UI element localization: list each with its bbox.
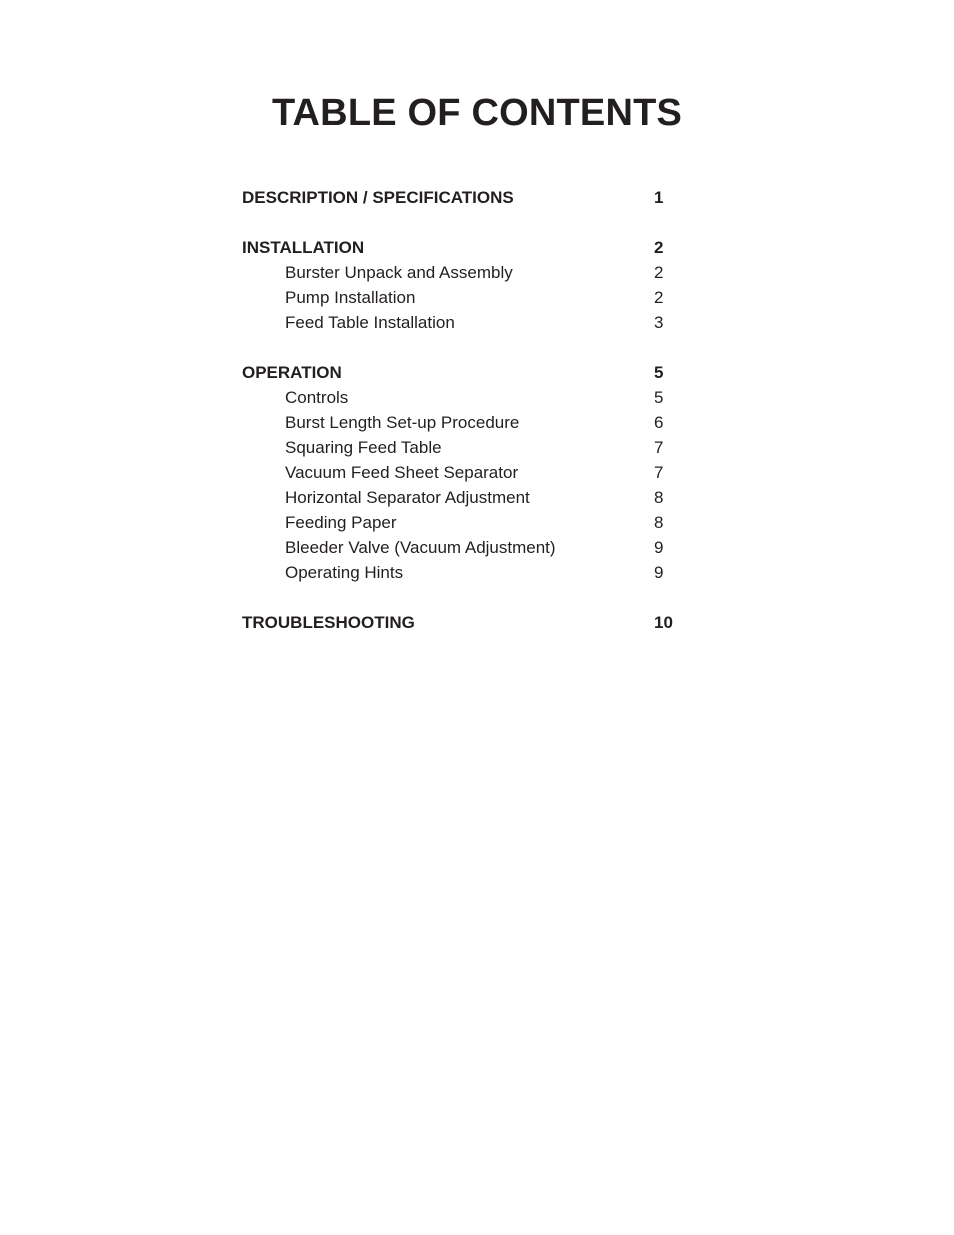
toc-entry-label: Bleeder Valve (Vacuum Adjustment) — [285, 538, 556, 557]
toc-entry-label: Burst Length Set-up Procedure — [285, 413, 520, 432]
toc-heading-row — [242, 185, 702, 210]
toc-heading-label: OPERATION — [242, 363, 342, 382]
toc-entry-label: Feeding Paper — [285, 513, 397, 532]
toc-entry-row — [242, 485, 702, 510]
toc-heading-page-number: 2 — [654, 238, 664, 257]
toc-entry-page-number: 8 — [654, 488, 664, 507]
toc-entry-label: Squaring Feed Table — [285, 438, 442, 457]
toc-entry-label: Horizontal Separator Adjustment — [285, 488, 530, 507]
toc-heading-page-number: 10 — [654, 613, 673, 632]
toc-entry-row — [242, 310, 702, 335]
table-of-contents — [242, 185, 702, 660]
toc-entry-row — [242, 510, 702, 535]
toc-heading-row — [242, 235, 702, 260]
toc-heading-label: DESCRIPTION / SPECIFICATIONS — [242, 188, 514, 207]
toc-section-operation — [242, 360, 702, 585]
toc-entry-page-number: 2 — [654, 288, 664, 307]
toc-heading-label: INSTALLATION — [242, 238, 365, 257]
toc-entry-page-number: 2 — [654, 263, 664, 282]
toc-entry-page-number: 7 — [654, 463, 664, 482]
toc-entry-row — [242, 385, 702, 410]
toc-entry-label: Pump Installation — [285, 288, 416, 307]
toc-entry-page-number: 9 — [654, 538, 664, 557]
toc-entry-label: Vacuum Feed Sheet Separator — [285, 463, 519, 482]
page-title: TABLE OF CONTENTS — [271, 92, 683, 134]
toc-section-description — [242, 185, 702, 210]
toc-heading-row — [242, 360, 702, 385]
toc-entry-row — [242, 410, 702, 435]
toc-entry-page-number: 6 — [654, 413, 664, 432]
toc-entry-row — [242, 460, 702, 485]
toc-section-troubleshooting — [242, 610, 702, 635]
toc-entry-page-number: 8 — [654, 513, 664, 532]
toc-entry-page-number: 5 — [654, 388, 664, 407]
toc-entry-row — [242, 260, 702, 285]
toc-entry-page-number: 3 — [654, 313, 664, 332]
toc-entry-row — [242, 285, 702, 310]
toc-heading-label: TROUBLESHOOTING — [242, 613, 415, 632]
toc-entry-row — [242, 560, 702, 585]
toc-heading-page-number: 5 — [654, 363, 664, 382]
toc-section-installation — [242, 235, 702, 335]
toc-entry-label: Controls — [285, 388, 349, 407]
toc-entry-label: Burster Unpack and Assembly — [285, 263, 513, 282]
toc-entry-page-number: 7 — [654, 438, 664, 457]
toc-entry-page-number: 9 — [654, 563, 664, 582]
toc-entry-row — [242, 435, 702, 460]
toc-entry-label: Feed Table Installation — [285, 313, 455, 332]
toc-heading-row — [242, 610, 702, 635]
toc-entry-label: Operating Hints — [285, 563, 404, 582]
toc-heading-page-number: 1 — [654, 188, 664, 207]
toc-entry-row — [242, 535, 702, 560]
